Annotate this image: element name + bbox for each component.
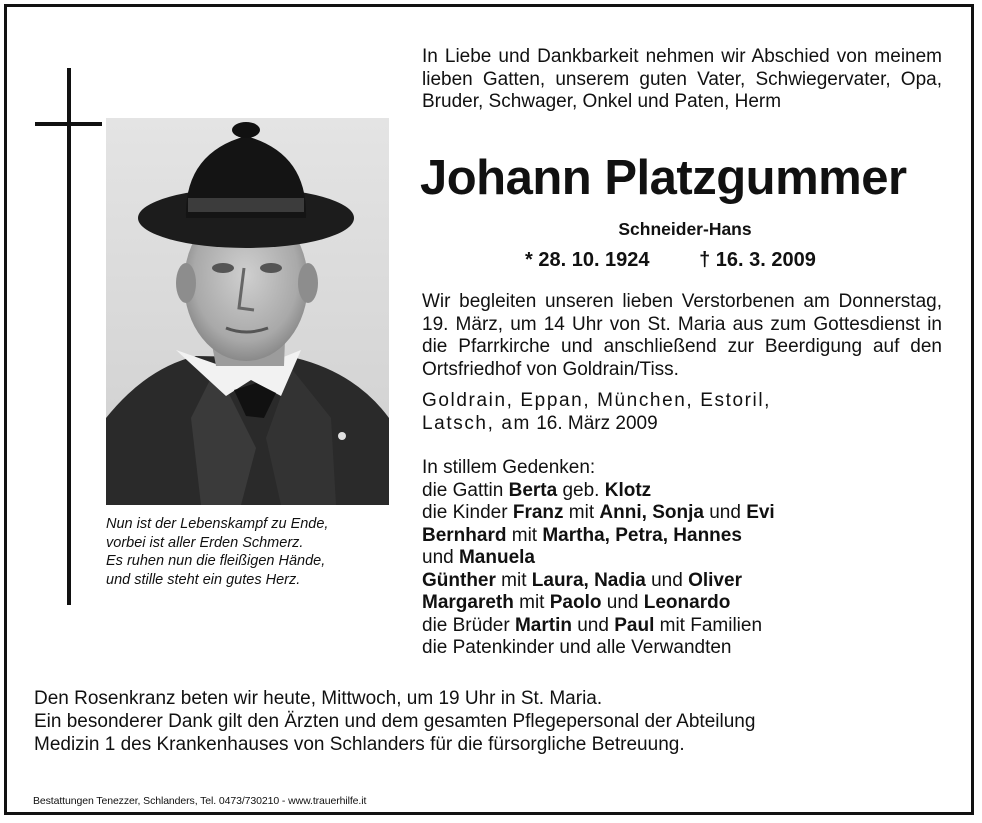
mourner-line [422,502,942,525]
mourner-line [422,547,942,570]
text: die Brüder [422,614,515,636]
mourner-line: die Patenkinder und alle Verwandten [422,637,732,658]
birth-date: * 28. 10. 1924 [525,249,650,271]
deceased-name: Johann Platzgummer [420,151,907,205]
text: die Gattin [422,479,509,501]
mourner-line [422,480,942,503]
mourner-name: Oliver [688,569,742,591]
text: und [645,569,689,591]
place-date-line [422,412,942,435]
mourner-name: Bernhard [422,524,507,546]
memorial-poem [106,515,406,589]
thanks-line: Ein besonderer Dank gilt den Ärzten und dem gesamten Pflegepersonal der Abteilung [34,711,756,732]
text: geb. [557,479,605,501]
places-and-date [422,389,942,435]
mourner-name: Anni, Sonja [599,502,704,523]
text: mit [495,569,532,591]
mourners-heading: In stillem Gedenken: [422,457,596,478]
place-label: Latsch, am [422,413,531,434]
poem-line: Es ruhen nun die fleißigen Hände, [106,553,326,569]
text: mit [513,592,550,613]
mourner-name: Paul [614,614,655,636]
funeral-service-text: Wir begleiten unseren lieben Verstorbenen am Donnerstag, 19. März, um 14 Uhr von St. Maria aus zum Gottesdienst in die Pfarrkirche und anschließend zur Beerdigung auf den Ortsfriedhof von Goldrain/Tiss. [422,291,942,380]
text: und [601,592,644,613]
rosary-notice: Den Rosenkranz beten wir heute, Mittwoch, um 19 Uhr in St. Maria. [34,688,603,709]
poem-line: und stille steht ein gutes Herz. [106,571,301,588]
portrait-photo [106,118,389,505]
mourner-name: Manuela [458,547,536,568]
text: und [571,614,615,636]
mourner-name: Berta [508,479,558,501]
places-line: Goldrain, Eppan, München, Estoril, [422,390,772,411]
portrait-image [106,118,389,505]
mourner-name: Laura, Nadia [531,569,646,591]
nickname: Schneider-Hans [618,219,752,239]
cross-icon-bar [35,122,102,126]
mourners-list [422,457,942,660]
text: mit [563,502,600,523]
mourner-name: Günther [422,569,496,591]
notice-date: 16. März 2009 [530,413,658,434]
text: und [422,547,459,568]
death-date: † 16. 3. 2009 [699,249,816,271]
mourner-line [422,615,942,638]
mourner-line [422,570,942,593]
text: mit [506,524,543,546]
mourner-line [422,525,942,548]
mourner-name: Leonardo [643,592,731,613]
poem-line: vorbei ist aller Erden Schmerz. [106,534,304,551]
thanks-line: Medizin 1 des Krankenhauses von Schlanders für die fürsorgliche Betreuung. [34,734,685,755]
funeral-home-footer: Bestattungen Tenezzer, Schlanders, Tel. 0473/730210 - www.trauerhilfe.it [33,795,367,807]
cross-icon [67,68,71,605]
poem-line: Nun ist der Lebenskampf zu Ende, [106,516,329,532]
mourner-name: Paolo [549,592,602,613]
mourner-name: Evi [746,502,775,523]
mourner-line [422,592,942,615]
mourner-name: Martha, Petra, Hannes [542,524,742,546]
mourner-name: Klotz [604,479,652,501]
mourner-name: Franz [512,502,564,523]
mourner-name: Martin [514,614,572,636]
text: und [703,502,747,523]
closing-text [34,687,954,756]
intro-text: In Liebe und Dankbarkeit nehmen wir Abschied von meinem lieben Gatten, unserem guten Vater, Schwiegervater, Opa, Bruder, Schwager, Onkel und Paten, Herm [422,46,942,112]
life-dates [525,249,816,272]
text: die Kinder [422,502,513,523]
text: mit Familien [654,614,763,636]
mourner-name: Margareth [422,592,514,613]
